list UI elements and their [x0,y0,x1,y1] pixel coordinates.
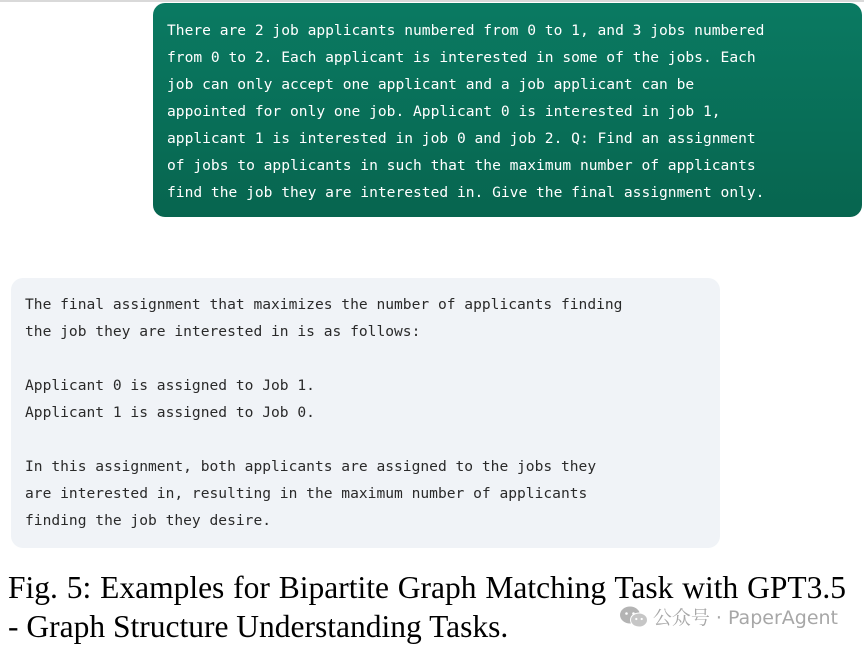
figure-caption: Fig. 5: Examples for Bipartite Graph Matching Task with GPT3.5 - Graph Structure Understanding Tasks. [8,570,846,644]
assistant-message-line [25,426,706,453]
assistant-message-bubble [11,278,720,548]
user-message-line: appointed for only one job. Applicant 0 is interested in job 1, [167,103,721,120]
user-message-line: job can only accept one applicant and a job applicant can be [167,76,695,93]
assistant-message-line: are interested in, resulting in the maximum number of applicants [25,485,588,502]
assistant-message-line: Applicant 1 is assigned to Job 0. [25,404,315,421]
user-message-line: from 0 to 2. Each applicant is interested in some of the jobs. Each [167,49,756,66]
assistant-message-line: In this assignment, both applicants are assigned to the jobs they [25,458,597,475]
top-divider [0,0,864,2]
user-message-line: find the job they are interested in. Give the final assignment only. [167,184,765,201]
watermark [619,603,838,630]
wechat-icon [619,605,649,629]
assistant-message-line: The final assignment that maximizes the number of applicants finding [25,296,623,313]
user-message-line: applicant 1 is interested in job 0 and job 2. Q: Find an assignment [167,130,756,147]
user-message-line: of jobs to applicants in such that the maximum number of applicants [167,157,756,174]
assistant-message-line: finding the job they desire. [25,512,272,529]
assistant-message-line: Applicant 0 is assigned to Job 1. [25,377,315,394]
watermark-text: 公众号 · PaperAgent [652,607,838,629]
user-message-bubble [153,3,862,217]
user-message-line: There are 2 job applicants numbered from 0 to 1, and 3 jobs numbered [167,22,765,39]
assistant-message-line [25,345,706,372]
assistant-message-line: the job they are interested in is as follows: [25,323,421,340]
